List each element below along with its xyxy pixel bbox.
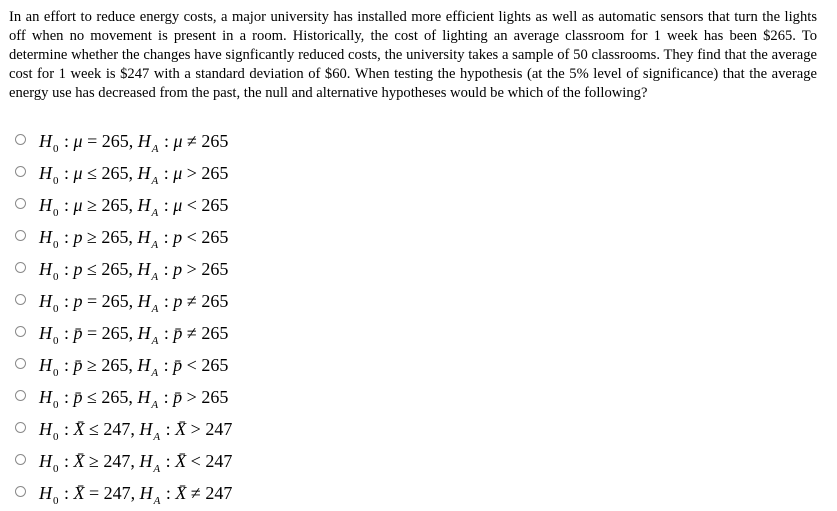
- alt-parameter: p̄: [173, 354, 183, 375]
- alt-value: 265: [201, 194, 229, 215]
- null-parameter: μ: [73, 130, 83, 151]
- hypothesis-formula: $H_0$ : p ≥ 265, $H_A$ : p < 265: [39, 226, 229, 251]
- null-value: 265: [101, 226, 129, 247]
- question-text: In an effort to reduce energy costs, a major university has installed more efficient lights as well as automatic sensors that turn the lights off when no movement is present in a room. Historically, the cost of lighting an average classroom for 1 week has been $265. To determine whether the changes have signficantly reduced costs, the university takes a sample of 50 classrooms. They find that the average cost for 1 week is $247 with a standard deviation of $60. When testing the hypothesis (at the 5% level of significance) that the average energy use has decreased from the past, the null and alternative hypotheses would be which of the following?: [9, 9, 817, 101]
- alt-parameter: X̄: [175, 450, 187, 471]
- alt-hypothesis-subscript: A: [151, 302, 159, 315]
- null-relation: =: [87, 290, 98, 311]
- alt-hypothesis-symbol: H: [139, 450, 153, 471]
- answer-option[interactable]: [15, 413, 415, 445]
- null-hypothesis-subscript: 0: [53, 238, 59, 251]
- null-relation: ≤: [87, 386, 97, 407]
- alt-value: 265: [201, 130, 229, 151]
- alt-parameter: p: [173, 290, 183, 311]
- alt-relation: <: [186, 226, 197, 247]
- null-value: 247: [103, 418, 131, 439]
- null-hypothesis-subscript: 0: [53, 398, 59, 411]
- alt-parameter: μ: [173, 130, 183, 151]
- alt-value: 265: [201, 386, 229, 407]
- radio-button[interactable]: [15, 230, 26, 241]
- radio-button[interactable]: [15, 486, 26, 497]
- alt-value: 265: [201, 322, 229, 343]
- null-parameter: X̄: [73, 450, 85, 471]
- alt-parameter: p: [173, 258, 183, 279]
- null-hypothesis-symbol: H: [39, 450, 52, 471]
- alt-parameter: p̄: [173, 386, 183, 407]
- answer-option[interactable]: [15, 125, 415, 157]
- null-hypothesis-subscript: 0: [53, 206, 59, 219]
- answer-option[interactable]: [15, 157, 415, 189]
- alt-hypothesis-symbol: H: [139, 482, 153, 503]
- alt-hypothesis-symbol: H: [137, 354, 151, 375]
- answer-option[interactable]: [15, 349, 415, 381]
- alt-hypothesis-symbol: H: [137, 290, 151, 311]
- null-hypothesis-symbol: H: [39, 194, 52, 215]
- hypothesis-formula: $H_0$ : p = 265, $H_A$ : p ≠ 265: [39, 290, 229, 315]
- null-hypothesis-subscript: 0: [53, 302, 59, 315]
- radio-button[interactable]: [15, 134, 26, 145]
- alt-hypothesis-symbol: H: [137, 226, 151, 247]
- radio-button[interactable]: [15, 262, 26, 273]
- alt-value: 265: [201, 290, 229, 311]
- alt-value: 265: [201, 226, 229, 247]
- null-hypothesis-subscript: 0: [53, 430, 59, 443]
- null-parameter: p̄: [73, 354, 83, 375]
- alt-value: 247: [205, 482, 233, 503]
- hypothesis-formula: $H_0$ : μ ≥ 265, $H_A$ : μ < 265: [39, 194, 229, 219]
- answer-option[interactable]: [15, 189, 415, 221]
- alt-relation: <: [190, 450, 201, 471]
- alt-relation: ≠: [186, 290, 197, 311]
- null-value: 265: [101, 162, 129, 183]
- answer-option[interactable]: [15, 317, 415, 349]
- null-hypothesis-symbol: H: [39, 258, 52, 279]
- radio-button[interactable]: [15, 294, 26, 305]
- alt-hypothesis-symbol: H: [137, 258, 151, 279]
- answer-option[interactable]: [15, 285, 415, 317]
- null-hypothesis-symbol: H: [39, 290, 52, 311]
- null-hypothesis-symbol: H: [39, 130, 52, 151]
- alt-hypothesis-subscript: A: [153, 462, 161, 475]
- hypothesis-formula: $H_0$ : p̄ ≤ 265, $H_A$ : p̄ > 265: [39, 386, 229, 411]
- alt-hypothesis-subscript: A: [151, 238, 159, 251]
- null-hypothesis-subscript: 0: [53, 270, 59, 283]
- null-hypothesis-subscript: 0: [53, 366, 59, 379]
- alt-relation: ≠: [190, 482, 201, 503]
- null-value: 265: [101, 322, 129, 343]
- alt-relation: ≠: [187, 130, 197, 151]
- null-value: 265: [101, 290, 129, 311]
- alt-value: 247: [205, 418, 233, 439]
- alt-relation: >: [186, 386, 197, 407]
- null-parameter: p: [73, 258, 83, 279]
- answer-option[interactable]: [15, 221, 415, 253]
- alt-parameter: p: [173, 226, 183, 247]
- null-relation: =: [87, 130, 98, 151]
- alt-hypothesis-subscript: A: [151, 398, 159, 411]
- alt-parameter: X̄: [175, 482, 187, 503]
- null-hypothesis-symbol: H: [39, 418, 52, 439]
- answer-option[interactable]: [15, 445, 415, 477]
- alt-hypothesis-subscript: A: [153, 494, 161, 507]
- null-relation: ≥: [87, 194, 97, 215]
- hypothesis-formula: $H_0$ : p̄ = 265, $H_A$ : p̄ ≠ 265: [39, 322, 229, 347]
- null-parameter: p̄: [73, 322, 83, 343]
- hypothesis-formula: $H_0$ : p̄ ≥ 265, $H_A$ : p̄ < 265: [39, 354, 229, 379]
- hypothesis-formula: $H_0$ : μ = 265, $H_A$ : μ ≠ 265: [39, 130, 229, 155]
- alt-hypothesis-subscript: A: [151, 334, 159, 347]
- null-parameter: X̄: [73, 482, 85, 503]
- null-parameter: p: [73, 226, 83, 247]
- radio-button[interactable]: [15, 390, 26, 401]
- alt-hypothesis-subscript: A: [151, 206, 159, 219]
- null-hypothesis-symbol: H: [39, 354, 52, 375]
- null-hypothesis-symbol: H: [39, 386, 52, 407]
- alt-value: 247: [205, 450, 233, 471]
- alt-hypothesis-symbol: H: [137, 130, 151, 151]
- null-hypothesis-subscript: 0: [53, 494, 59, 507]
- null-hypothesis-subscript: 0: [53, 334, 59, 347]
- null-hypothesis-subscript: 0: [53, 142, 59, 155]
- alt-value: 265: [201, 162, 229, 183]
- alt-hypothesis-subscript: A: [151, 174, 159, 187]
- alt-hypothesis-subscript: A: [151, 142, 159, 155]
- alt-relation: >: [190, 418, 201, 439]
- null-relation: =: [87, 322, 98, 343]
- alt-parameter: X̄: [175, 418, 187, 439]
- alt-value: 265: [201, 354, 229, 375]
- alt-hypothesis-symbol: H: [139, 418, 153, 439]
- radio-button[interactable]: [15, 358, 26, 369]
- null-value: 265: [101, 258, 129, 279]
- null-relation: ≥: [87, 226, 97, 247]
- radio-button[interactable]: [15, 454, 26, 465]
- null-parameter: X̄: [73, 418, 85, 439]
- alt-hypothesis-subscript: A: [151, 270, 159, 283]
- hypothesis-formula: $H_0$ : X̄ ≤ 247, $H_A$ : X̄ > 247: [39, 418, 233, 443]
- radio-button[interactable]: [15, 326, 26, 337]
- null-relation: =: [89, 482, 100, 503]
- hypothesis-formula: $H_0$ : p ≤ 265, $H_A$ : p > 265: [39, 258, 229, 283]
- null-parameter: μ: [73, 162, 83, 183]
- null-value: 265: [101, 194, 129, 215]
- null-relation: ≤: [89, 418, 99, 439]
- null-value: 247: [103, 482, 131, 503]
- null-relation: ≤: [87, 162, 97, 183]
- null-parameter: p̄: [73, 386, 83, 407]
- alt-hypothesis-symbol: H: [137, 386, 151, 407]
- null-hypothesis-symbol: H: [39, 482, 52, 503]
- null-hypothesis-subscript: 0: [53, 174, 59, 187]
- null-hypothesis-symbol: H: [39, 322, 52, 343]
- alt-relation: <: [186, 354, 197, 375]
- hypothesis-formula: $H_0$ : μ ≤ 265, $H_A$ : μ > 265: [39, 162, 229, 187]
- null-hypothesis-symbol: H: [39, 226, 52, 247]
- alt-hypothesis-symbol: H: [137, 194, 151, 215]
- alt-hypothesis-symbol: H: [137, 162, 151, 183]
- alt-value: 265: [201, 258, 229, 279]
- alt-parameter: μ: [173, 162, 183, 183]
- null-relation: ≤: [87, 258, 97, 279]
- alt-relation: >: [186, 162, 197, 183]
- alt-relation: <: [186, 194, 197, 215]
- alt-hypothesis-symbol: H: [137, 322, 151, 343]
- null-parameter: μ: [73, 194, 83, 215]
- hypothesis-formula: $H_0$ : X̄ = 247, $H_A$ : X̄ ≠ 247: [39, 482, 233, 507]
- alt-parameter: μ: [173, 194, 183, 215]
- null-parameter: p: [73, 290, 83, 311]
- null-relation: ≥: [87, 354, 97, 375]
- null-hypothesis-symbol: H: [39, 162, 52, 183]
- hypothesis-formula: $H_0$ : X̄ ≥ 247, $H_A$ : X̄ < 247: [39, 450, 233, 475]
- null-relation: ≥: [89, 450, 99, 471]
- radio-button[interactable]: [15, 422, 26, 433]
- answer-option[interactable]: [15, 477, 415, 509]
- radio-button[interactable]: [15, 198, 26, 209]
- alt-parameter: p̄: [173, 322, 183, 343]
- alt-relation: >: [186, 258, 197, 279]
- alt-hypothesis-subscript: A: [153, 430, 161, 443]
- radio-button[interactable]: [15, 166, 26, 177]
- alt-relation: ≠: [186, 322, 197, 343]
- answer-option[interactable]: [15, 381, 415, 413]
- answer-options: [15, 125, 415, 509]
- alt-hypothesis-subscript: A: [151, 366, 159, 379]
- null-hypothesis-subscript: 0: [53, 462, 59, 475]
- null-value: 247: [103, 450, 131, 471]
- null-value: 265: [101, 386, 129, 407]
- answer-option[interactable]: [15, 253, 415, 285]
- null-value: 265: [101, 130, 129, 151]
- null-value: 265: [101, 354, 129, 375]
